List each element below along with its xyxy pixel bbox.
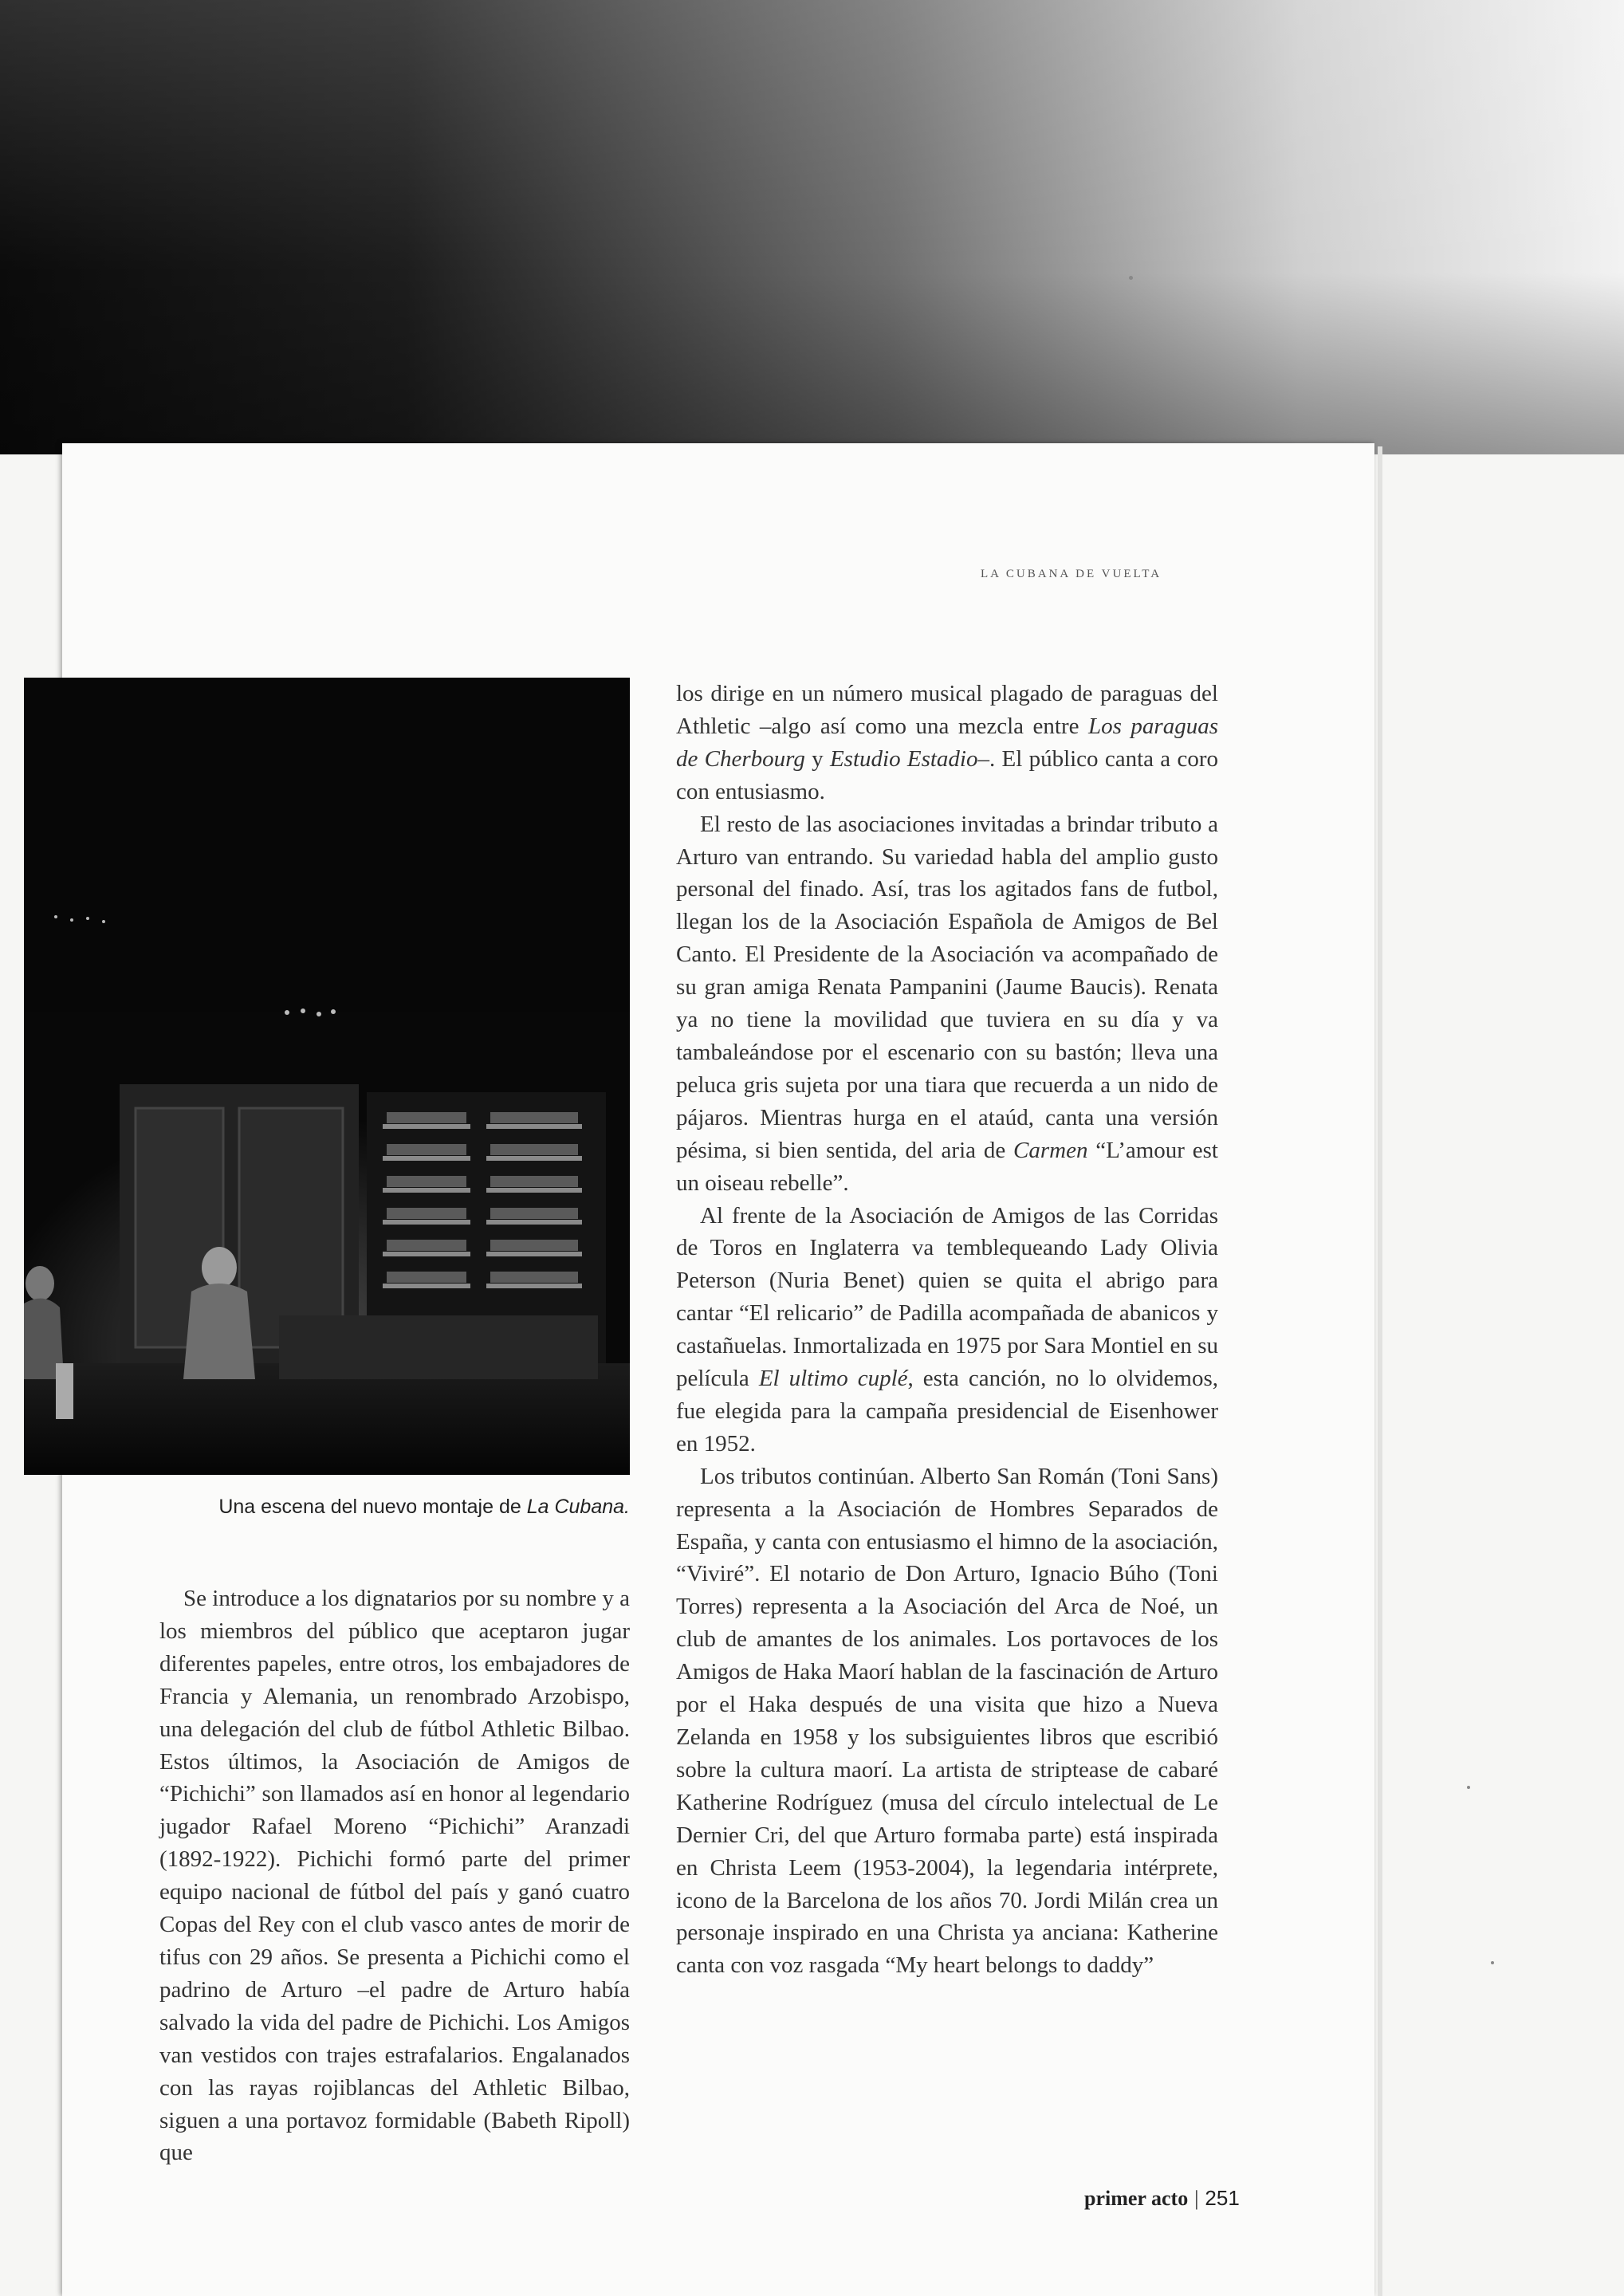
scan-shadow-overlay <box>0 0 1624 454</box>
italic-title: El ultimo cuplé <box>758 1366 908 1392</box>
text-run: los dirige en un número musical plagado de paraguas del Athletic –algo así como una mezcla entre <box>676 681 1218 739</box>
text-column-left <box>159 1582 630 2169</box>
paragraph <box>676 808 1218 1200</box>
stage-photo-illustration <box>24 678 630 1475</box>
page-number: 251 <box>1205 2186 1240 2210</box>
running-head: LA CUBANA DE VUELTA <box>981 568 1162 580</box>
text-run: Al frente de la Asociación de Amigos de las Corridas de Toros en Inglaterra va temblequeando Lady Olivia Peterson (Nuria Benet) quien se quita el abrigo para cantar “El relicario” de Padilla acompañada de abanicos y castañuelas. Inmortalizada en 1975 por Sara Montiel en su película <box>676 1202 1218 1392</box>
paragraph <box>676 1200 1218 1461</box>
scan-speck <box>1491 1961 1494 1964</box>
page-footer <box>1084 2186 1244 2211</box>
stage-photo <box>24 678 630 1475</box>
text-run: , esta canción, no lo olvidemos, fue elegida para la campaña presidencial de Eisenhower en 1952. <box>676 1366 1218 1457</box>
text-run: “L’amour est un oiseau rebelle”. <box>676 1137 1218 1196</box>
scan-speck <box>1129 276 1133 280</box>
paragraph <box>676 678 1218 808</box>
paragraph: Se introduce a los dignatarios por su nombre y a los miembros del público que aceptaron jugar diferentes papeles, entre otros, los embajadores de Francia y Alemania, un renombrado Arzobispo, una delegación del club de fútbol Athletic Bilbao. Estos últimos, la Asociación de Amigos de “Pichichi” son llamados así en honor al legendario jugador Rafael Moreno “Pichichi” Aranzadi (1892-1922). Pichichi formó parte del primer equipo nacional de fútbol del país y ganó cuatro Copas del Rey con el club vasco antes de morir de tifus con 29 años. Se presenta a Pichichi como el padrino de Arturo –el padre de Arturo había salvado la vida del padre de Pichichi. Los Amigos van vestidos con trajes estrafalarios. Engalanados con las rayas rojiblancas del Athletic Bilbao, siguen a una portavoz formidable (Babeth Ripoll) que <box>159 1586 630 2166</box>
italic-title: Carmen <box>1013 1137 1088 1163</box>
footer-divider: | <box>1194 2187 1199 2210</box>
text-column-right <box>676 678 1218 1982</box>
magazine-name: primer acto <box>1084 2187 1189 2210</box>
paragraph: Los tributos continúan. Alberto San Román (Toni Sans) representa a la Asociación de Hombres Separados de España, y canta con entusiasmo el himno de la asociación, “Viviré”. El notario de Don Arturo, Ignacio Búho (Toni Torres) representa a la Asociación del Arca de Noé, un club de amantes de los animales. Los portavoces de los Amigos de Haka Maorí hablan de la fascinación de Arturo por el Haka después de una visita que hizo a Nueva Zelanda en 1958 y los subsiguientes libros que escribió sobre la cultura maorí. La artista de striptease de cabaré Katherine Rodríguez (musa del círculo intelectual de Le Dernier Cri, del que Arturo formaba parte) está inspirada en Christa Leem (1953-2004), la legendaria intérprete, icono de la Barcelona de los años 70. Jordi Milán crea un personaje inspirado en una Christa ya anciana: Katherine canta con voz rasgada “My heart belongs to daddy” <box>676 1463 1218 1979</box>
scan-speck <box>1467 1786 1470 1789</box>
text-run: El resto de las asociaciones invitadas a brindar tributo a Arturo van entrando. Su variedad habla del amplio gusto personal del finado. Así, tras los agitados fans de futbol, llegan los de la Asociación Española de Amigos de Bel Canto. El Presidente de la Asociación va acompañado de su gran amiga Renata Pampanini (Jaume Baucis). Renata ya no tiene la movilidad que tuviera en su día y va tambaleándose por el escenario con su bastón; lleva una peluca gris sujeta por una tiara que recuerda a un nido de pájaros. Mientras hurga en el ataúd, canta una versión pésima, si bien sentida, del aria de <box>676 811 1218 1163</box>
caption-italic-title: La Cubana. <box>526 1496 630 1518</box>
text-run: –. El público canta a coro con entusiasmo. <box>676 745 1218 804</box>
italic-title: Los paraguas de Cherbourg <box>676 713 1218 772</box>
text-run: y <box>804 745 830 772</box>
italic-title: Estudio Estadio <box>829 745 978 772</box>
caption-text: Una escena del nuevo montaje de <box>218 1496 527 1518</box>
page-edge <box>1378 446 1382 2296</box>
photo-caption <box>24 1496 630 1519</box>
